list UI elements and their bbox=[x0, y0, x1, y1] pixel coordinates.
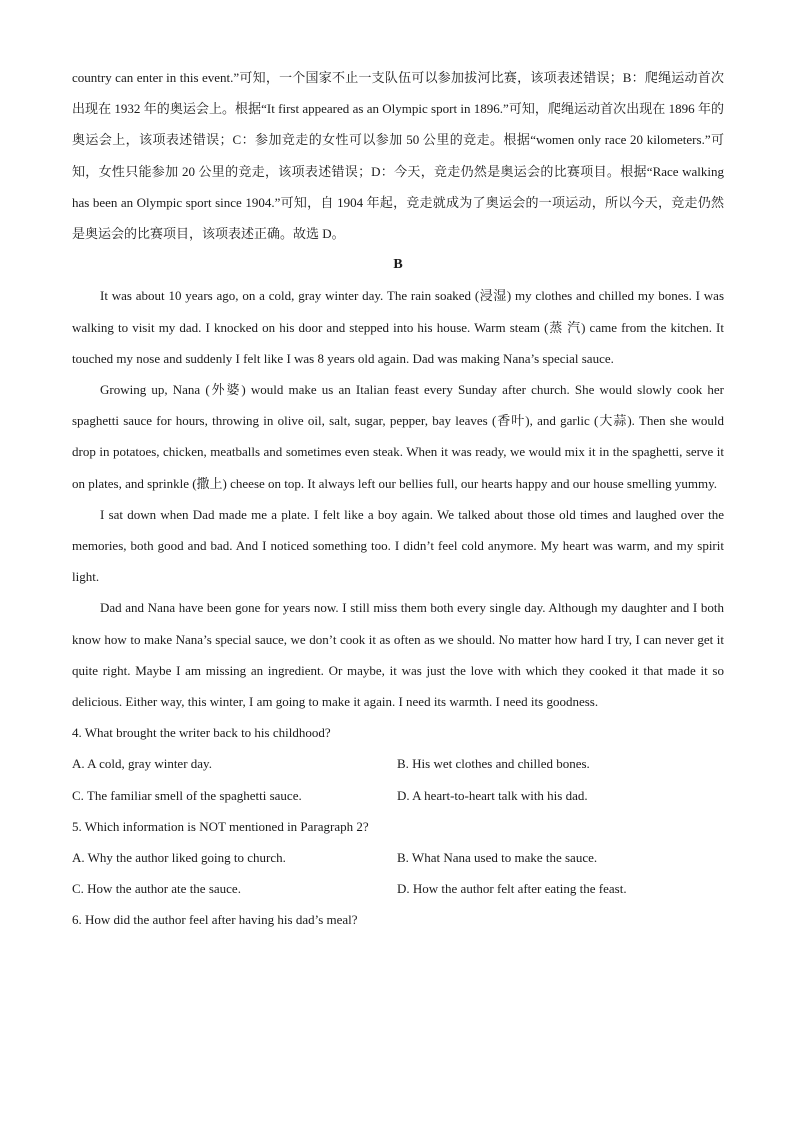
option-a: A. Why the author liked going to church. bbox=[72, 850, 286, 866]
option-d: D. How the author felt after eating the feast. bbox=[397, 881, 627, 897]
option-b: B. His wet clothes and chilled bones. bbox=[397, 756, 590, 772]
answer-explanation: country can enter in this event.”可知，一个国家不止一支队伍可以参加拔河比赛，该项表述错误；B：爬绳运动首次出现在 1932 年的奥运会上。根据“It first appeared as an Olympic sport in 1896.”可知，爬绳运动首次出现在 1896 年的奥运会上，该项表述错误；C：参加竞走的女性可以参加 50 公里的竞走。根据“women only race 20 kilometers.”可知，女性只能参加 20 公里的竞走，该项表述错误；D：今天，竞走仍然是奥运会的比赛项目。根据“Race walking has been an Olympic sport since 1904.”可知，自 1904 年起，竞走就成为了奥运会的一项运动，所以今天，竞走仍然是奥运会的比赛项目，该项表述正确。故选 D。 bbox=[72, 70, 724, 242]
reading-passage bbox=[72, 280, 724, 717]
section-title: B bbox=[393, 257, 403, 273]
passage-paragraph-1: It was about 10 years ago, on a cold, gray winter day. The rain soaked (浸湿) my clothes and chilled my bones. I was walking to visit my dad. I knocked on his door and stepped into his house. Warm steam (蒸 汽) came from the kitchen. It touched my nose and suddenly I felt like I was 8 years old again. Dad was making Nana’s special sauce. bbox=[72, 288, 724, 366]
question-6 bbox=[72, 904, 724, 935]
option-c: C. How the author ate the sauce. bbox=[72, 881, 241, 897]
option-list bbox=[72, 748, 724, 810]
option-c: C. The familiar smell of the spaghetti sauce. bbox=[72, 787, 302, 803]
question-stem: 4. What brought the writer back to his childhood? bbox=[72, 725, 331, 741]
option-b: B. What Nana used to make the sauce. bbox=[397, 850, 598, 866]
question-4 bbox=[72, 717, 724, 811]
option-a: A. A cold, gray winter day. bbox=[72, 756, 212, 772]
option-list bbox=[72, 842, 724, 904]
question-stem: 6. How did the author feel after having his dad’s meal? bbox=[72, 912, 358, 928]
question-stem: 5. Which information is NOT mentioned in Paragraph 2? bbox=[72, 818, 369, 834]
question-5 bbox=[72, 811, 724, 905]
document-page bbox=[72, 62, 724, 936]
passage-paragraph-2: Growing up, Nana (外婆) would make us an Italian feast every Sunday after church. She would slowly cook her spaghetti sauce for hours, throwing in olive oil, salt, sugar, pepper, bay leaves (香叶), and garlic (大蒜). Then she would drop in potatoes, chicken, meatballs and sometimes even steak. When it was ready, we would mix it in the spaghetti, serve it on plates, and sprinkle (撒上) cheese on top. It always left our bellies full, our hearts happy and our house smelling yummy. bbox=[72, 382, 724, 491]
passage-paragraph-4: Dad and Nana have been gone for years now. I still miss them both every single day. Although my daughter and I both know how to make Nana’s special sauce, we don’t cook it as often as we should. No matter how hard I try, I can never get it quite right. Maybe I am missing an ingredient. Or maybe, it was just the love with which they cooked it that made it so delicious. Either way, this winter, I am going to make it again. I need its warmth. I need its goodness. bbox=[72, 600, 724, 710]
passage-paragraph-3: I sat down when Dad made me a plate. I felt like a boy again. We talked about those old times and laughed over the memories, both good and bad. And I noticed something too. I didn’t feel cold anymore. My heart was warm, and my spirit light. bbox=[72, 506, 724, 585]
option-d: D. A heart-to-heart talk with his dad. bbox=[397, 787, 588, 803]
